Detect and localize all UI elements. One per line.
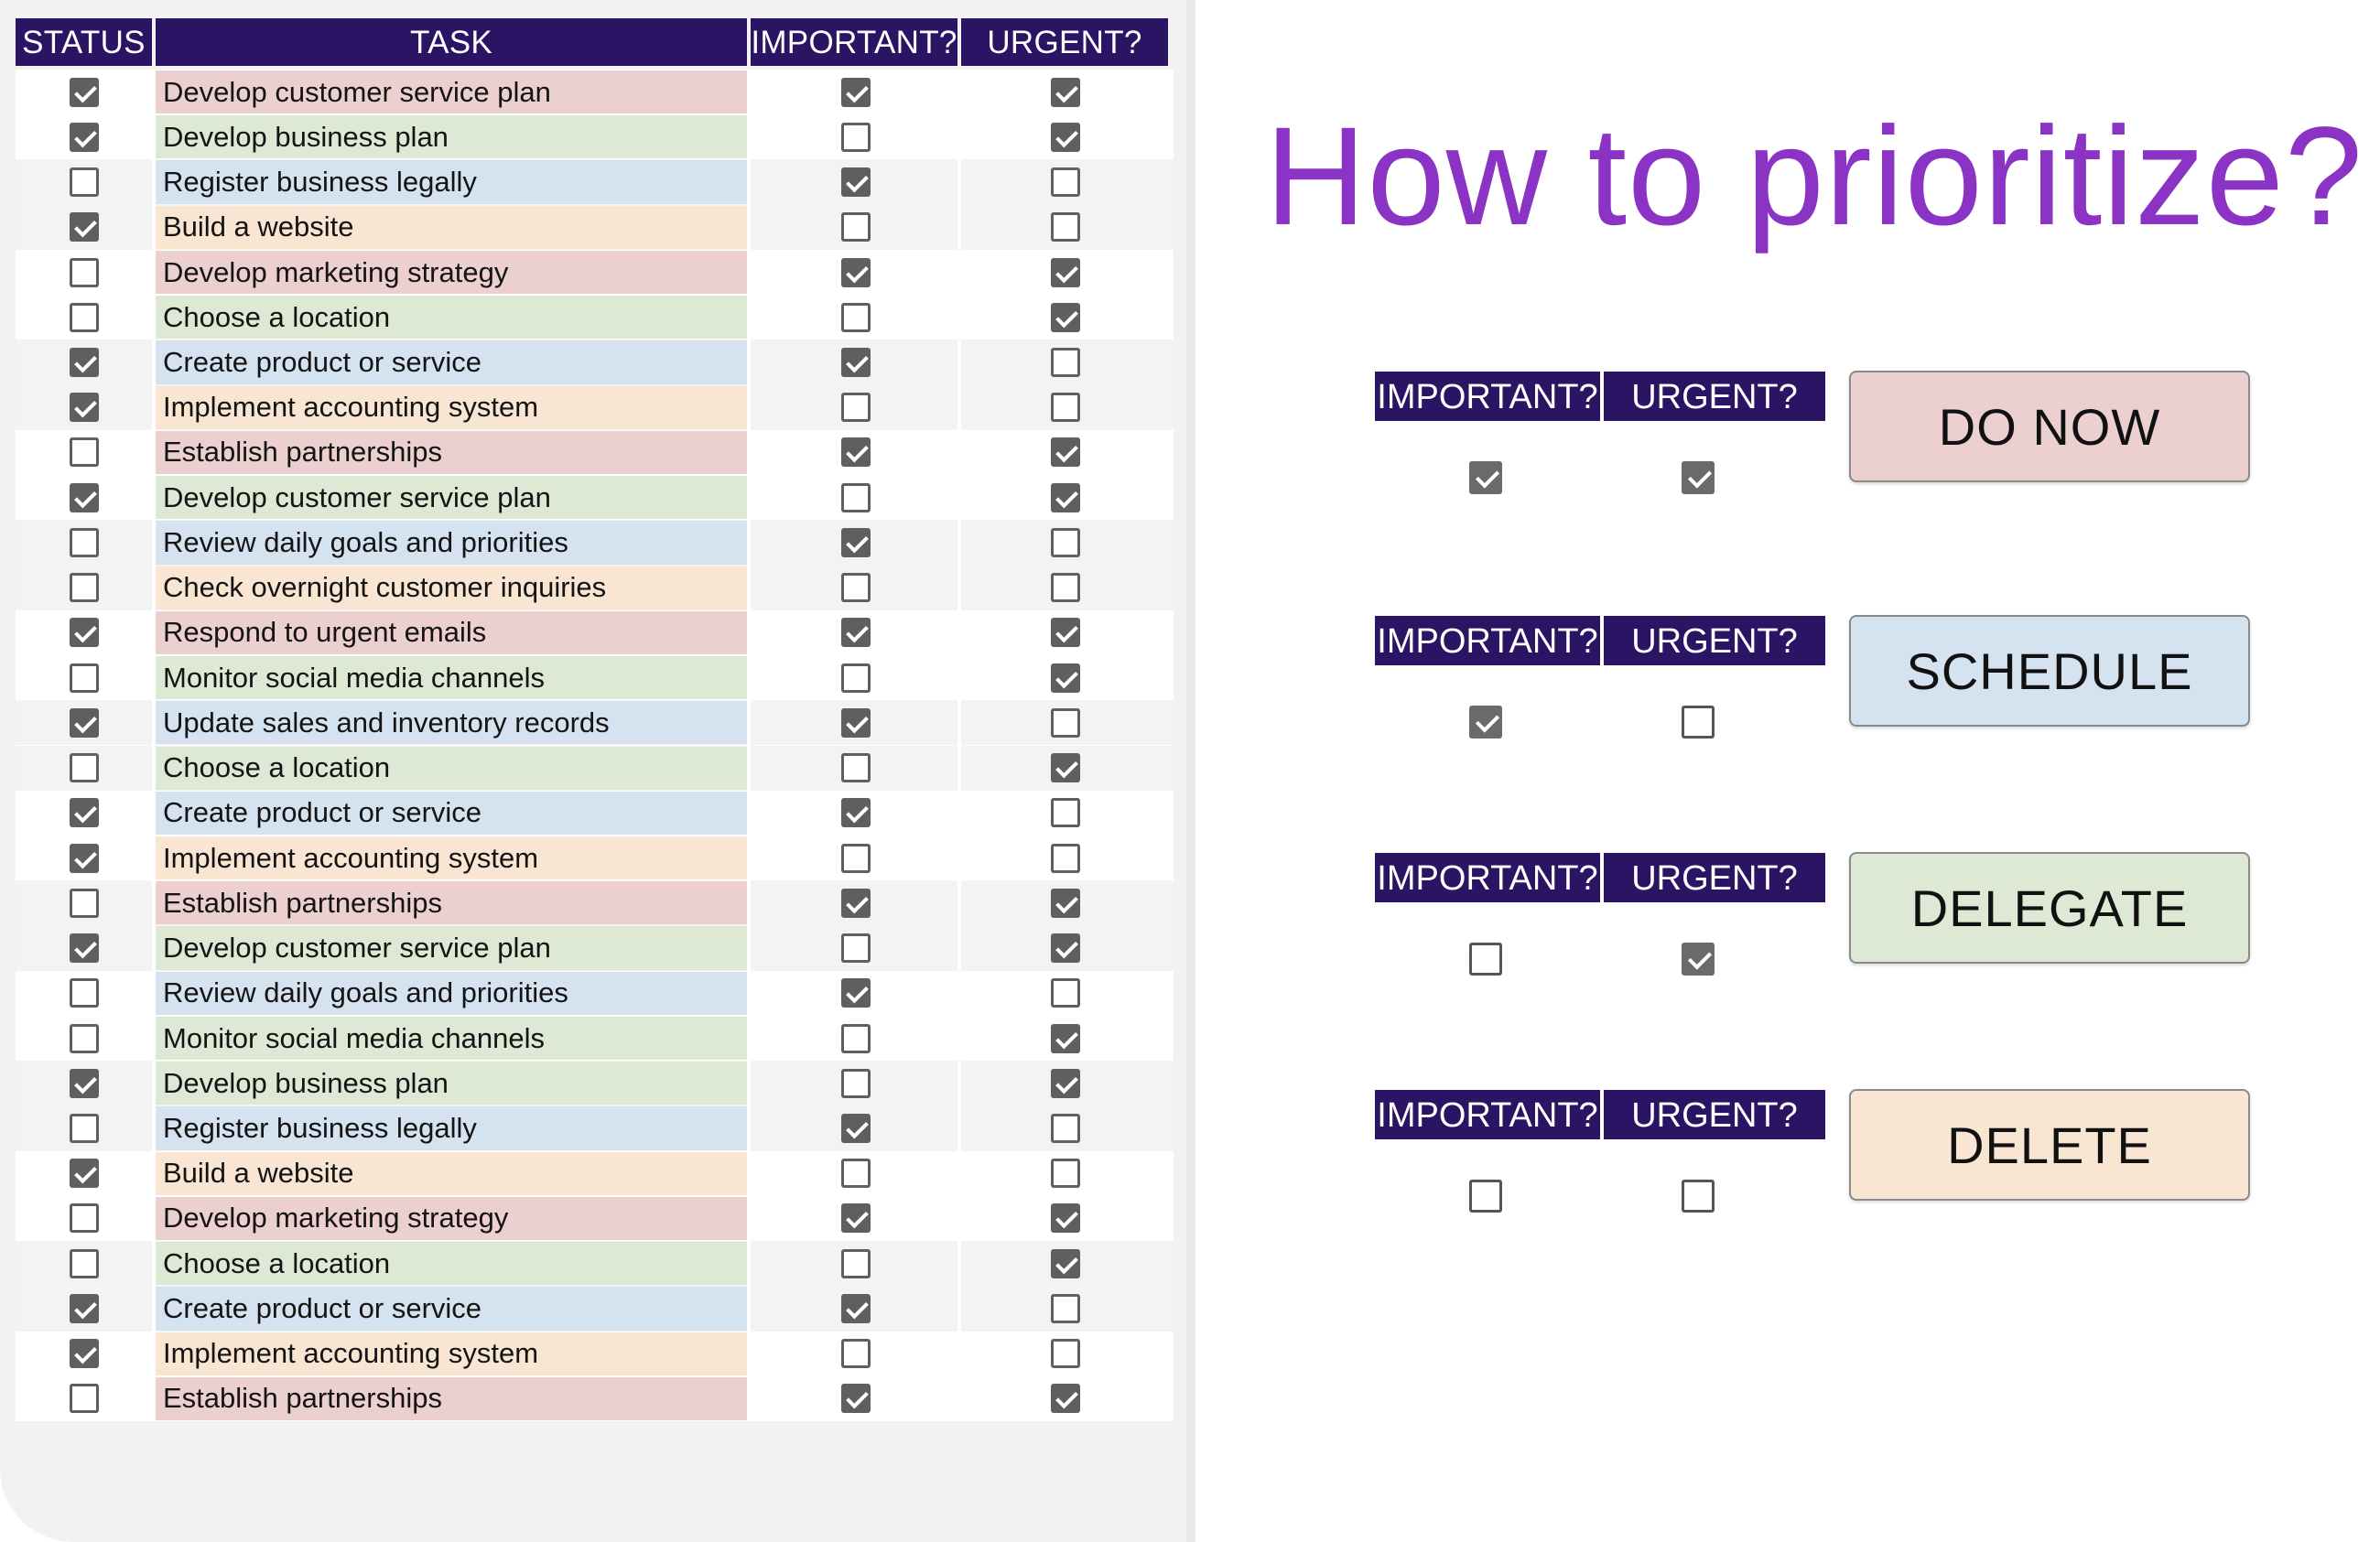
table-row [16,1105,1174,1150]
urgent-checkbox[interactable] [1051,528,1080,557]
task-cell[interactable]: Monitor social media channels [156,1017,747,1060]
legend-important-checkbox [1469,943,1502,976]
task-cell[interactable]: Develop business plan [156,115,747,158]
status-checkbox[interactable] [70,123,99,152]
legend-urgent-checkbox [1682,706,1715,739]
page-title: How to prioritize? [1265,98,2364,254]
header-important: IMPORTANT? [751,18,957,66]
task-cell[interactable]: Build a website [156,206,747,249]
legend-urgent-checkbox [1682,461,1715,494]
task-cell[interactable]: Review daily goals and priorities [156,972,747,1015]
status-checkbox[interactable] [70,618,99,647]
table-row [16,566,1174,610]
task-cell[interactable]: Choose a location [156,296,747,339]
table-row [16,1241,1174,1286]
urgent-checkbox[interactable] [1051,1249,1080,1278]
task-cell[interactable]: Review daily goals and priorities [156,521,747,564]
status-checkbox[interactable] [70,483,99,512]
status-checkbox[interactable] [70,978,99,1008]
table-row [16,880,1174,925]
legend-header-urgent: URGENT? [1604,616,1825,665]
table-row [16,1016,1174,1061]
status-checkbox[interactable] [70,393,99,422]
table-row [16,610,1174,655]
important-checkbox[interactable] [841,437,871,467]
legend-header-important: IMPORTANT? [1375,616,1600,665]
status-checkbox[interactable] [70,1384,99,1413]
important-checkbox[interactable] [841,663,871,693]
table-row [16,250,1174,295]
table-row [16,159,1174,204]
status-checkbox[interactable] [70,1159,99,1188]
status-checkbox[interactable] [70,573,99,602]
important-checkbox[interactable] [841,1384,871,1413]
important-checkbox[interactable] [841,1114,871,1143]
status-checkbox[interactable] [70,708,99,738]
table-row [16,385,1174,430]
important-checkbox[interactable] [841,1024,871,1053]
table-row [16,114,1174,159]
urgent-checkbox[interactable] [1051,798,1080,827]
status-checkbox[interactable] [70,167,99,197]
table-row [16,655,1174,700]
task-cell[interactable]: Choose a location [156,747,747,790]
urgent-checkbox[interactable] [1051,348,1080,377]
status-checkbox[interactable] [70,844,99,873]
urgent-checkbox[interactable] [1051,618,1080,647]
important-checkbox[interactable] [841,844,871,873]
urgent-checkbox[interactable] [1051,303,1080,332]
task-cell[interactable]: Check overnight customer inquiries [156,566,747,609]
table-row [16,1376,1174,1421]
status-checkbox[interactable] [70,78,99,107]
important-checkbox[interactable] [841,212,871,242]
urgent-checkbox[interactable] [1051,212,1080,242]
important-checkbox[interactable] [841,753,871,782]
legend-header-important: IMPORTANT? [1375,372,1600,421]
task-cell[interactable]: Create product or service [156,792,747,835]
task-cell[interactable]: Build a website [156,1152,747,1195]
important-checkbox[interactable] [841,1069,871,1098]
task-cell[interactable]: Establish partnerships [156,431,747,474]
task-cell[interactable]: Develop marketing strategy [156,1197,747,1240]
urgent-checkbox[interactable] [1051,1339,1080,1368]
task-cell[interactable]: Establish partnerships [156,1377,747,1420]
urgent-checkbox[interactable] [1051,1203,1080,1233]
table-body [16,70,1174,1421]
urgent-checkbox[interactable] [1051,123,1080,152]
important-checkbox[interactable] [841,123,871,152]
urgent-checkbox[interactable] [1051,437,1080,467]
urgent-checkbox[interactable] [1051,978,1080,1008]
urgent-checkbox[interactable] [1051,483,1080,512]
table-row [16,1332,1174,1376]
legend-important-checkbox [1469,1180,1502,1213]
important-checkbox[interactable] [841,1203,871,1233]
task-cell[interactable]: Develop business plan [156,1062,747,1105]
legend-header-urgent: URGENT? [1604,372,1825,421]
status-checkbox[interactable] [70,663,99,693]
status-checkbox[interactable] [70,1294,99,1323]
legend-header-urgent: URGENT? [1604,1090,1825,1139]
legend-important-checkbox [1469,706,1502,739]
status-checkbox[interactable] [70,1339,99,1368]
important-checkbox[interactable] [841,978,871,1008]
important-checkbox[interactable] [841,348,871,377]
task-cell[interactable]: Register business legally [156,160,747,203]
status-checkbox[interactable] [70,528,99,557]
important-checkbox[interactable] [841,1294,871,1323]
important-checkbox[interactable] [841,303,871,332]
important-checkbox[interactable] [841,1249,871,1278]
table-row [16,205,1174,250]
urgent-checkbox[interactable] [1051,753,1080,782]
task-cell[interactable]: Register business legally [156,1106,747,1149]
important-checkbox[interactable] [841,483,871,512]
legend-header-important: IMPORTANT? [1375,853,1600,902]
urgent-checkbox[interactable] [1051,1069,1080,1098]
status-checkbox[interactable] [70,1069,99,1098]
legend-header-urgent: URGENT? [1604,853,1825,902]
status-checkbox[interactable] [70,303,99,332]
table-row [16,70,1174,114]
task-cell[interactable]: Develop customer service plan [156,70,747,113]
table-row [16,746,1174,791]
important-checkbox[interactable] [841,889,871,918]
task-cell[interactable]: Establish partnerships [156,881,747,924]
important-checkbox[interactable] [841,1159,871,1188]
task-cell[interactable]: Update sales and inventory records [156,701,747,744]
urgent-checkbox[interactable] [1051,393,1080,422]
status-checkbox[interactable] [70,1024,99,1053]
status-checkbox[interactable] [70,933,99,963]
status-checkbox[interactable] [70,753,99,782]
urgent-checkbox[interactable] [1051,1024,1080,1053]
action-do-now: DO NOW [1849,371,2250,482]
column-divider [957,70,961,1421]
urgent-checkbox[interactable] [1051,573,1080,602]
table-row [16,520,1174,565]
task-cell[interactable]: Develop marketing strategy [156,251,747,294]
task-table [16,18,1174,1415]
legend-urgent-checkbox [1682,1180,1715,1213]
important-checkbox[interactable] [841,78,871,107]
action-delete: DELETE [1849,1089,2250,1201]
important-checkbox[interactable] [841,618,871,647]
important-checkbox[interactable] [841,1339,871,1368]
status-checkbox[interactable] [70,258,99,287]
important-checkbox[interactable] [841,393,871,422]
table-header [16,18,1174,66]
table-row [16,700,1174,745]
important-checkbox[interactable] [841,708,871,738]
legend-important-checkbox [1469,461,1502,494]
task-cell[interactable]: Develop customer service plan [156,476,747,519]
header-urgent: URGENT? [961,18,1168,66]
table-row [16,971,1174,1016]
urgent-checkbox[interactable] [1051,1159,1080,1188]
urgent-checkbox[interactable] [1051,889,1080,918]
task-cell[interactable]: Choose a location [156,1242,747,1285]
legend-header-important: IMPORTANT? [1375,1090,1600,1139]
urgent-checkbox[interactable] [1051,258,1080,287]
header-task: TASK [156,18,747,66]
table-row [16,791,1174,836]
important-checkbox[interactable] [841,933,871,963]
status-checkbox[interactable] [70,348,99,377]
task-cell[interactable]: Monitor social media channels [156,656,747,699]
urgent-checkbox[interactable] [1051,933,1080,963]
table-row [16,430,1174,475]
important-checkbox[interactable] [841,167,871,197]
task-cell[interactable]: Implement accounting system [156,1332,747,1375]
table-row [16,1151,1174,1196]
column-divider [152,70,156,1421]
urgent-checkbox[interactable] [1051,167,1080,197]
status-checkbox[interactable] [70,1249,99,1278]
urgent-checkbox[interactable] [1051,1384,1080,1413]
task-cell[interactable]: Respond to urgent emails [156,611,747,654]
status-checkbox[interactable] [70,1203,99,1233]
important-checkbox[interactable] [841,528,871,557]
urgent-checkbox[interactable] [1051,708,1080,738]
status-checkbox[interactable] [70,437,99,467]
status-checkbox[interactable] [70,212,99,242]
task-cell[interactable]: Develop customer service plan [156,926,747,969]
status-checkbox[interactable] [70,1114,99,1143]
header-status: STATUS [16,18,152,66]
table-row [16,340,1174,384]
urgent-checkbox[interactable] [1051,663,1080,693]
urgent-checkbox[interactable] [1051,1114,1080,1143]
important-checkbox[interactable] [841,573,871,602]
task-cell[interactable]: Implement accounting system [156,386,747,429]
status-checkbox[interactable] [70,889,99,918]
urgent-checkbox[interactable] [1051,78,1080,107]
table-row [16,925,1174,970]
table-row [16,836,1174,880]
action-delegate: DELEGATE [1849,852,2250,964]
table-row [16,1286,1174,1331]
table-row [16,295,1174,340]
action-schedule: SCHEDULE [1849,615,2250,727]
important-checkbox[interactable] [841,258,871,287]
table-row [16,475,1174,520]
table-row [16,1196,1174,1241]
task-cell[interactable]: Create product or service [156,340,747,383]
column-divider [747,70,751,1421]
status-checkbox[interactable] [70,798,99,827]
urgent-checkbox[interactable] [1051,844,1080,873]
sheet-scroll-edge [1186,0,1195,1542]
table-row [16,1061,1174,1105]
legend-urgent-checkbox [1682,943,1715,976]
task-cell[interactable]: Create product or service [156,1287,747,1330]
important-checkbox[interactable] [841,798,871,827]
urgent-checkbox[interactable] [1051,1294,1080,1323]
task-cell[interactable]: Implement accounting system [156,836,747,879]
